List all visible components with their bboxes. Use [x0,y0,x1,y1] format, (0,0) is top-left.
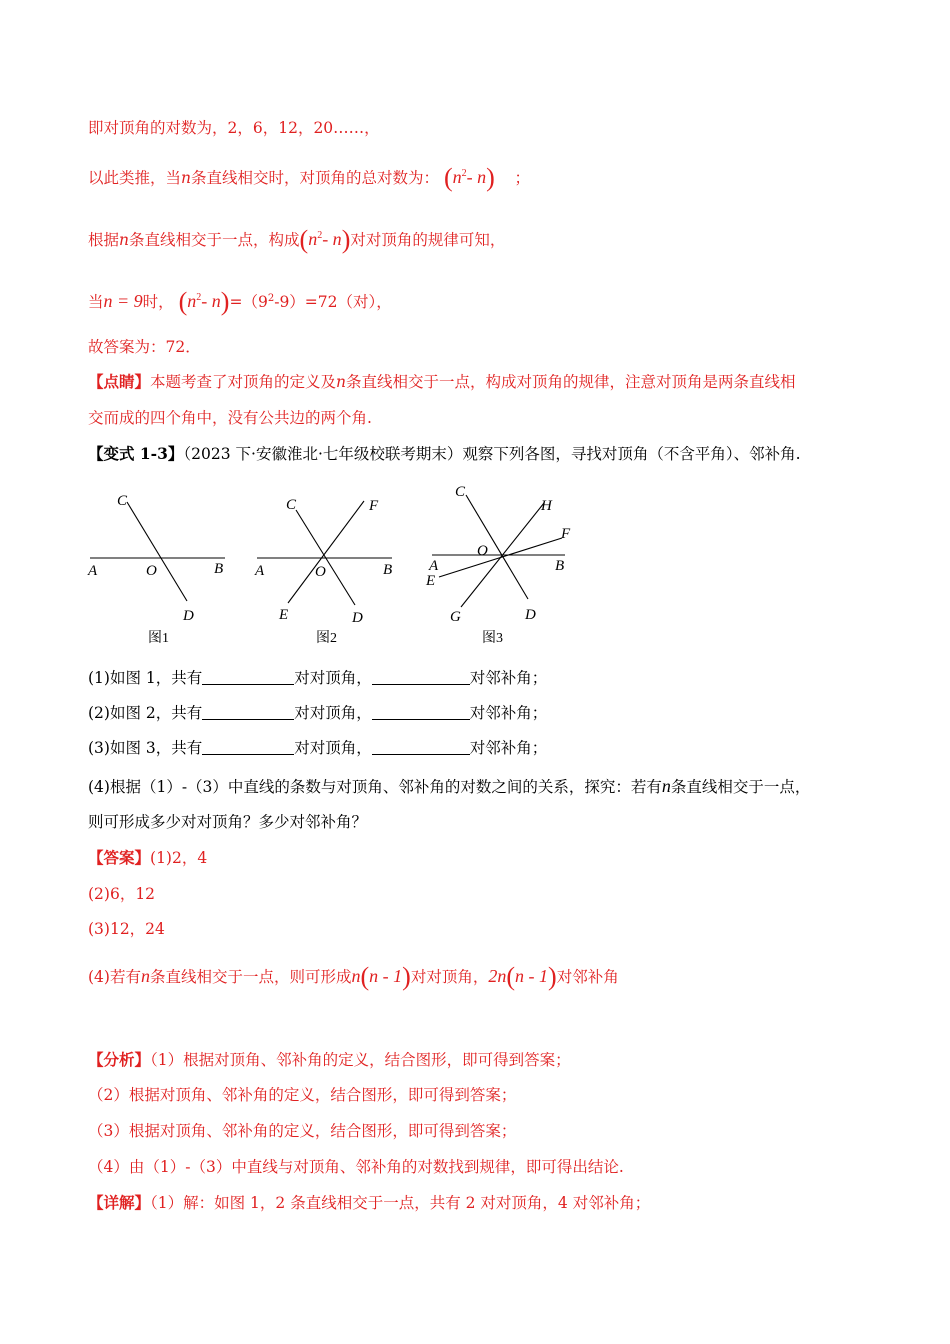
formula-inner: n - 1 [515,966,549,986]
figure-caption: 图2 [316,631,337,646]
question-3 [88,738,547,758]
label-A: A [88,563,98,579]
note-tag: 【点睛】 [88,372,151,391]
analysis-4 [88,1157,624,1177]
var-n: n [351,966,361,986]
line-CD [466,495,528,599]
text-run: 对邻补角； [469,704,548,722]
label-F: F [561,526,571,542]
analysis-2 [88,1085,516,1105]
figure-3 [420,478,590,650]
analysis-3 [88,1121,516,1141]
solution-line-1 [88,118,380,138]
text-run: 条直线相交时，对顶角的总对数为： [191,169,440,187]
var-n: n [661,776,671,796]
var-n: n [452,167,462,187]
text-run: (4)若有 [88,968,141,986]
exponent: 2 [267,292,275,304]
solution-text: 即对顶角的对数为，2，6，12，20……， [88,119,380,137]
figure-1 [85,485,235,650]
problem-tag: 【变式 1-3】 [88,444,184,463]
detail-text: （1）解：如图 1，2 条直线相交于一点，共有 2 对对顶角，4 对邻补角； [150,1194,651,1212]
formula: ($n^2-$ n) [443,163,495,192]
formula-tail: - n [201,291,221,311]
text-run: (1)如图 1，共有 [88,669,203,687]
text-run: 条直线相交于一点，构成 [129,231,300,249]
label-O: O [315,564,326,580]
note-line-1 [88,372,796,392]
line-EF [439,538,565,577]
label-F: F [369,498,379,514]
label-B: B [383,562,393,578]
text-run: ； [514,169,531,187]
analysis-text: （4）由（1）-（3）中直线与对顶角、邻补角的对数找到规律，即可得出结论. [88,1158,624,1176]
calc: -9）=72（对）， [274,293,392,311]
text-run: 则可形成多少对对顶角？多少对邻补角？ [88,813,368,831]
detail-1 [88,1193,650,1213]
label-D: D [183,608,194,624]
note-line-2 [88,408,372,428]
text-run: 对对顶角， [294,669,372,687]
text-run: 时， [142,293,174,311]
question-2 [88,703,547,723]
answer-blank[interactable] [202,705,294,720]
solution-line-2 [88,163,531,192]
formula: n(n - 1) [351,962,411,991]
equation: n = 9 [103,291,143,311]
formula-coef: 2n [488,966,507,986]
analysis-text: （1）根据对顶角、邻补角的定义，结合图形，即可得到答案； [150,1051,571,1069]
var-n: n [336,373,347,391]
question-4-cont [88,812,367,832]
var-n: n [308,229,318,249]
text-run: 当 [88,293,104,311]
exponent: 2 [317,230,323,241]
text-run: 条直线相交于一点，则可形成 [149,968,352,986]
figure-caption: 图1 [148,631,169,646]
analysis-text: （3）根据对顶角、邻补角的定义，结合图形，即可得到答案； [88,1122,517,1140]
figure-caption: 图3 [482,631,503,646]
formula: ($n^2-$ n) [299,225,351,254]
label-E: E [279,607,289,623]
formula: 2n(n - 1) [488,962,557,991]
label-O: O [146,563,157,579]
answer-blank[interactable] [202,670,294,685]
detail-tag: 【详解】 [88,1193,151,1212]
answer-blank[interactable] [372,740,470,755]
analysis-tag: 【分析】 [88,1050,151,1069]
solution-line-3 [88,225,506,254]
answer-tag: 【答案】 [88,848,151,867]
label-A: A [429,558,439,574]
answer-3 [88,919,165,939]
label-D: D [352,610,363,626]
text-run: 对对顶角， [294,704,372,722]
formula-inner: n - 1 [369,966,403,986]
answer-blank[interactable] [202,740,294,755]
label-E: E [426,573,436,589]
var-n: n [187,291,197,311]
text-run: 对对顶角， [410,968,489,986]
label-B: B [214,561,224,577]
text-run: 以此类推，当 [88,169,182,187]
text-run: 对对顶角的规律可知， [350,231,506,249]
text-run: (3)如图 3，共有 [88,739,203,757]
text-run: 条直线相交于一点， [670,778,811,796]
exponent: 2 [461,168,467,179]
text-run: 条直线相交于一点，构成对顶角的规律，注意对顶角是两条直线相 [346,373,796,391]
label-O: O [477,543,488,559]
var-n: n [140,966,150,986]
problem-heading [88,444,801,464]
var-n: n [181,169,191,187]
answer-text: (1)2，4 [150,849,208,867]
solution-line-5 [88,337,201,357]
solution-line-4 [88,287,392,316]
text-run: 本题考查了对顶角的定义及 [150,373,337,391]
label-G: G [450,609,461,625]
exponent: 2 [196,292,202,303]
label-B: B [555,558,565,574]
text-run: 交而成的四个角中，没有公共边的两个角. [88,409,372,427]
answer-blank[interactable] [372,705,470,720]
problem-text: （2023 下·安徽淮北·七年级校联考期末）观察下列各图，寻找对顶角（不含平角）、邻补角. [183,445,801,463]
answer-4 [88,962,619,991]
formula-tail: - n [322,229,342,249]
formula-tail: - n [466,167,487,187]
text-run: 对对顶角， [294,739,372,757]
label-C: C [286,497,297,513]
label-D: D [525,607,536,623]
label-C: C [455,484,466,500]
line-CD [127,502,187,601]
label-C: C [117,493,128,509]
label-H: H [541,498,552,514]
answer-blank[interactable] [372,670,470,685]
text-run: (4)根据（1）-（3）中直线的条数与对顶角、邻补角的对数之间的关系，探究：若有 [88,778,662,796]
text-run: (2)如图 2，共有 [88,704,203,722]
var-n: n [119,231,129,249]
question-1 [88,668,547,688]
text-run: 根据 [88,231,120,249]
figure-2 [252,485,402,650]
text-run: 对邻补角； [469,669,548,687]
calc: =（9 [229,293,268,311]
text-run: 对邻补角 [556,968,619,986]
question-4 [88,776,810,797]
label-A: A [255,563,265,579]
answer-text: (3)12，24 [88,920,165,938]
answer-text: (2)6，12 [88,885,156,903]
analysis-1 [88,1050,571,1070]
analysis-text: （2）根据对顶角、邻补角的定义，结合图形，即可得到答案； [88,1086,517,1104]
formula: ($n^2-$ n) [178,287,230,316]
answer-text: 故答案为：72． [88,338,201,356]
answer-2 [88,884,155,904]
text-run: 对邻补角； [469,739,548,757]
answer-1 [88,848,207,868]
